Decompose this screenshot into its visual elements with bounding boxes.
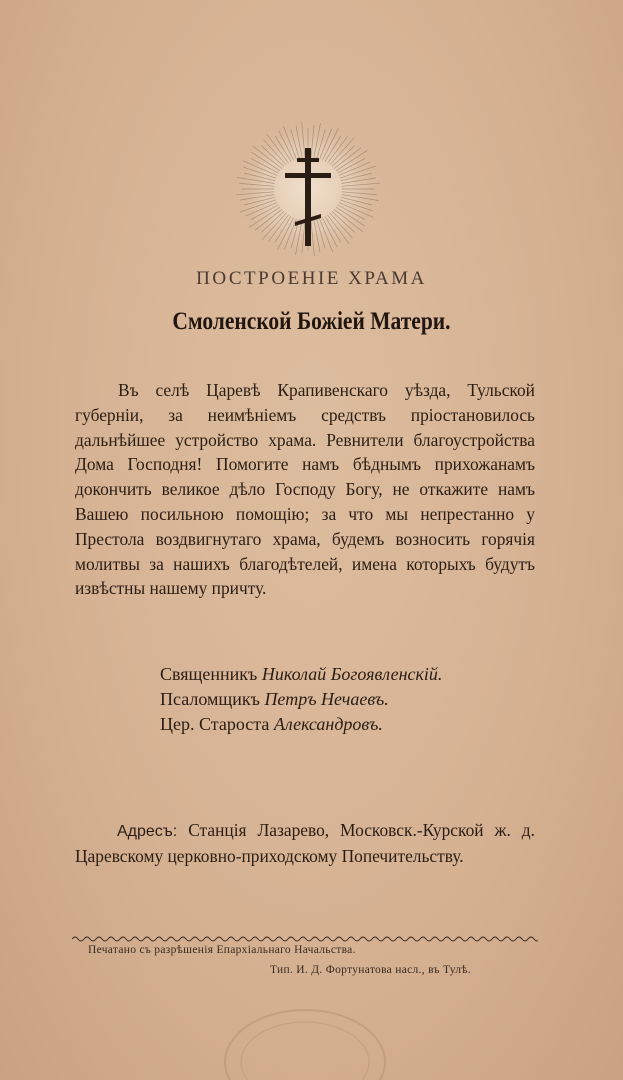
signature-line [160,662,560,687]
signature-line [160,687,560,712]
document-subtitle: Смоленской Божіей Матери. [172,308,451,335]
signature-name: Николай Богоявленскій. [261,664,443,684]
printer-imprint: Тип. И. Д. Фортунатова насл., въ Тулѣ. [270,964,471,976]
signature-name: Александровъ. [273,714,383,734]
signature-role: Псаломщикъ [160,689,260,709]
address-label: Адресъ: [117,823,178,840]
censorship-imprint: Печатано съ разрѣшенія Епархіальнаго Начальства. [88,944,356,956]
document-title: ПОСТРОЕНІЕ ХРАМА [196,268,427,289]
address-block [75,818,535,869]
radiant-cross-icon [231,118,385,260]
signature-role: Священникъ [160,664,258,684]
wavy-divider [72,934,538,944]
faded-stamp-icon [215,1000,395,1080]
signature-role: Цер. Староста [160,714,270,734]
signature-block [160,662,560,737]
appeal-paragraph: Въ селѣ Царевѣ Крапивенскаго уѣзда, Тульской губерніи, за неимѣніемъ средствъ пріостановилось дальнѣйшее устройство храма. Ревнители благоустройства Дома Господня! Помогите намъ бѣднымъ прихожанамъ докончить великое дѣло Господу Богу, не откажите намъ Вашею посильною помощію; за что мы непрестанно у Престола воздвигнутаго храма, будемъ возносить горячія молитвы за нашихъ благодѣтелей, имена которыхъ будутъ извѣстны нашему причту. [75,380,535,599]
signature-name: Петръ Нечаевъ. [264,689,389,709]
address-text: Станція Лазарево, Московск.-Курской ж. д. Царевскому церковно-приходскому Попечительству. [75,820,535,866]
signature-line [160,712,560,737]
